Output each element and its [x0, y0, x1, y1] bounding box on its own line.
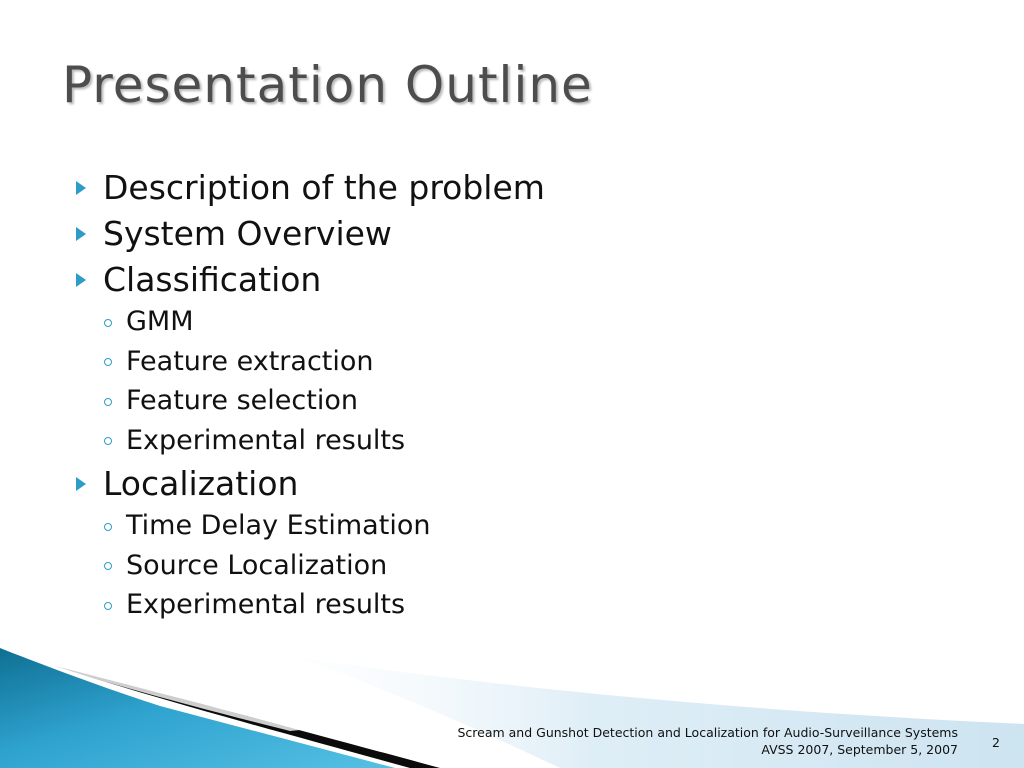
triangle-right-icon — [76, 477, 86, 491]
sub-item-label: Feature extraction — [126, 345, 374, 377]
sub-item-feature-selection — [76, 381, 545, 421]
outline-item-description — [76, 164, 545, 210]
open-circle-icon — [104, 602, 112, 610]
sub-item-label: Time Delay Estimation — [126, 510, 431, 542]
sub-item-localization-results — [76, 585, 545, 625]
outline-item-label: Description of the problem — [103, 167, 545, 207]
outline-item-classification — [76, 256, 545, 302]
slide-footer — [457, 724, 958, 758]
slide-title: Presentation Outline — [62, 56, 593, 114]
open-circle-icon — [104, 523, 112, 531]
outline-item-system-overview — [76, 210, 545, 256]
open-circle-icon — [104, 358, 112, 366]
outline-list — [76, 164, 545, 625]
outline-item-label: System Overview — [103, 213, 392, 253]
footer-conference-date: AVSS 2007, September 5, 2007 — [761, 742, 958, 757]
open-circle-icon — [104, 319, 112, 327]
open-circle-icon — [104, 398, 112, 406]
sub-item-label: Experimental results — [126, 424, 406, 456]
sub-item-label: Feature selection — [126, 385, 358, 417]
sub-item-label: Experimental results — [126, 589, 406, 621]
slide-number: 2 — [992, 735, 1000, 750]
triangle-right-icon — [76, 273, 86, 287]
sub-item-source-localization — [76, 546, 545, 586]
outline-item-label: Classification — [103, 259, 322, 299]
sub-item-label: Source Localization — [126, 549, 388, 581]
open-circle-icon — [104, 437, 112, 445]
outline-item-label: Localization — [103, 463, 299, 503]
sub-item-feature-extraction — [76, 342, 545, 382]
triangle-right-icon — [76, 227, 86, 241]
triangle-right-icon — [76, 181, 86, 195]
sub-item-time-delay-estimation — [76, 506, 545, 546]
open-circle-icon — [104, 562, 112, 570]
footer-talk-title: Scream and Gunshot Detection and Localization for Audio-Surveillance Systems — [457, 725, 958, 740]
sub-item-label: GMM — [126, 306, 194, 338]
outline-item-localization — [76, 460, 545, 506]
sub-item-classification-results — [76, 421, 545, 461]
sub-item-gmm — [76, 302, 545, 342]
